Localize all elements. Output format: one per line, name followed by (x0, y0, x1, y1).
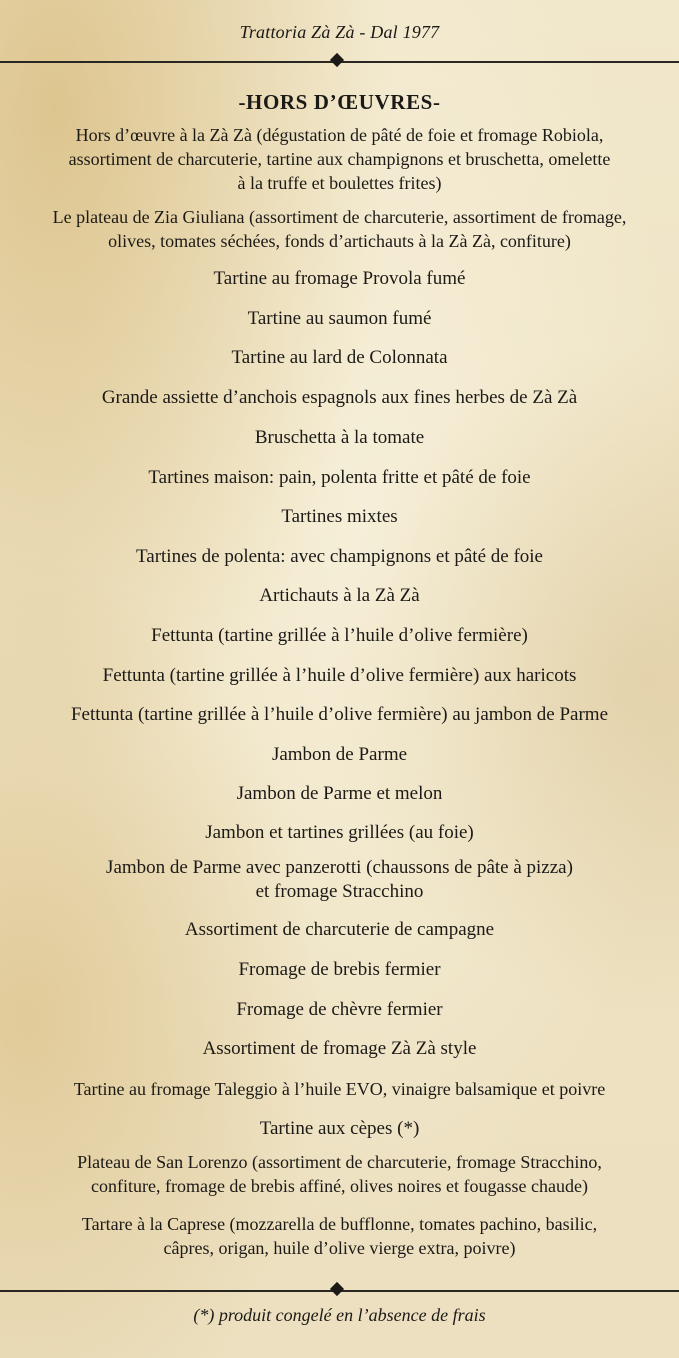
menu-item (0, 205, 679, 253)
menu-item (0, 703, 679, 727)
menu-item-line: Tartine au fromage Taleggio à l’huile EVO, vinaigre balsamique et poivre (73, 1079, 606, 1099)
menu-item-line: Tartines de polenta: avec champignons et pâté de foie (135, 546, 543, 567)
menu-item-line: Le plateau de Zia Giuliana (assortiment de charcuterie, assortiment de fromage, (52, 207, 627, 227)
menu-item-line: Tartine au fromage Provola fumé (213, 268, 466, 289)
menu-item-line: Fromage de brebis fermier (238, 959, 441, 980)
menu-item-line: Jambon et tartines grillées (au foie) (205, 822, 474, 843)
menu-item-line: Hors d’œuvre à la Zà Zà (dégustation de pâté de foie et fromage Robiola, (75, 125, 604, 145)
menu-item-line: assortiment de charcuterie, tartine aux champignons et bruschetta, omelette (68, 149, 611, 169)
footer-note: (*) produit congelé en l’absence de frais (193, 1305, 486, 1325)
menu-item (0, 821, 679, 845)
menu-item (0, 545, 679, 569)
menu-item (0, 505, 679, 529)
menu-item (0, 1117, 679, 1141)
section-heading: -HORS D’ŒUVRES- (238, 90, 441, 114)
menu-item-line: Tartine au lard de Colonnata (231, 347, 448, 368)
menu-item-line: Fettunta (tartine grillée à l’huile d’olive fermière) au jambon de Parme (70, 704, 609, 725)
menu-item-line: confiture, fromage de brebis affiné, olives noires et fougasse chaude) (91, 1176, 588, 1196)
menu-item (0, 1037, 679, 1061)
menu-item (0, 267, 679, 291)
menu-item-line: Bruschetta à la tomate (254, 427, 425, 448)
menu-item (0, 998, 679, 1022)
menu-item (0, 466, 679, 490)
menu-item (0, 1150, 679, 1198)
menu-item (0, 1212, 679, 1260)
menu-item-line: Jambon de Parme avec panzerotti (chaussons de pâte à pizza) (106, 857, 573, 878)
menu-item-line: câpres, origan, huile d’olive vierge extra, poivre) (163, 1238, 516, 1258)
menu-item (0, 584, 679, 608)
menu-item-line: Fromage de chèvre fermier (236, 999, 443, 1020)
menu-item (0, 743, 679, 767)
menu-item (0, 123, 679, 195)
menu-item (0, 782, 679, 806)
bottom-divider (0, 1284, 679, 1298)
header-title: Trattoria Zà Zà - Dal 1977 (239, 22, 440, 42)
menu-item-line: Tartine aux cèpes (*) (259, 1118, 420, 1139)
menu-item (0, 1077, 679, 1101)
menu-item-line: Jambon de Parme et melon (236, 783, 443, 804)
menu-item-line: Tartine au saumon fumé (247, 308, 432, 329)
menu-item-line: Tartare à la Caprese (mozzarella de bufflonne, tomates pachino, basilic, (81, 1214, 598, 1234)
menu-item (0, 958, 679, 982)
menu-item (0, 664, 679, 688)
menu-item-line: Assortiment de charcuterie de campagne (184, 919, 495, 940)
menu-item-line: et fromage Stracchino (255, 881, 424, 902)
menu-item-line: Tartines mixtes (281, 506, 398, 527)
menu-item-line: Grande assiette d’anchois espagnols aux fines herbes de Zà Zà (101, 387, 578, 408)
menu-item-line: Fettunta (tartine grillée à l’huile d’olive fermière) (151, 625, 528, 646)
menu-item-line: à la truffe et boulettes frites) (237, 173, 442, 193)
menu-item (0, 307, 679, 331)
menu-item-line: Artichauts à la Zà Zà (259, 585, 420, 606)
menu-item-line: olives, tomates séchées, fonds d’artichauts à la Zà Zà, confiture) (108, 231, 571, 251)
menu-item (0, 346, 679, 370)
menu-item-line: Plateau de San Lorenzo (assortiment de charcuterie, fromage Stracchino, (77, 1152, 602, 1172)
menu-item (0, 918, 679, 942)
menu-item (0, 856, 679, 904)
menu-item-line: Jambon de Parme (271, 744, 408, 765)
menu-item-line: Tartines maison: pain, polenta fritte et pâté de foie (148, 467, 531, 488)
diamond-ornament-icon (330, 1282, 344, 1296)
menu-item-line: Assortiment de fromage Zà Zà style (202, 1038, 477, 1059)
menu-item (0, 426, 679, 450)
menu-item-line: Fettunta (tartine grillée à l’huile d’olive fermière) aux haricots (102, 665, 577, 686)
menu-item (0, 386, 679, 410)
menu-item (0, 624, 679, 648)
